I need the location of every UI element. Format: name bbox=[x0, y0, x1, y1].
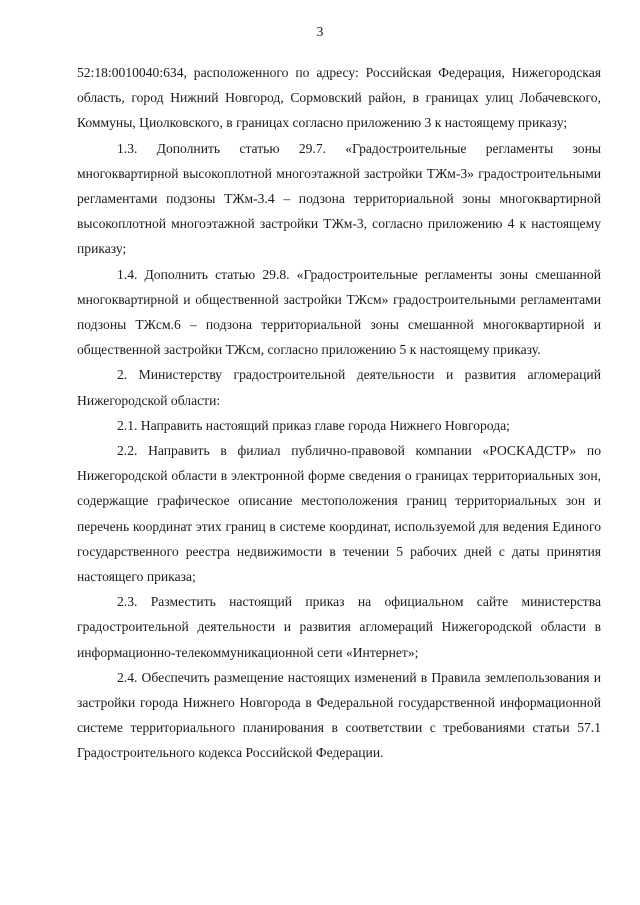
paragraph-2: 2. Министерству градостроительной деятельности и развития агломераций Нижегородской области: bbox=[77, 367, 601, 408]
paragraph-2-1: 2.1. Направить настоящий приказ главе города Нижнего Новгорода; bbox=[117, 417, 510, 433]
document-body bbox=[77, 60, 601, 766]
paragraph-2-3: 2.3. Разместить настоящий приказ на официальном сайте министерства градостроительной деятельности и развития агломераций Нижегородской области в информационно-телекоммуникационной сети «Интернет»; bbox=[77, 594, 601, 660]
paragraph-1-3: 1.3. Дополнить статью 29.7. «Градостроительные регламенты зоны многоквартирной высокоплотной многоэтажной застройки ТЖм-3» градостроительными регламентами подзоны ТЖм-3.4 – подзона территориальной зоны многоквартирной высокоплотной многоэтажной застройки ТЖм-3, согласно приложению 4 к настоящему приказу; bbox=[77, 140, 601, 257]
paragraph-1-4: 1.4. Дополнить статью 29.8. «Градостроительные регламенты зоны смешанной многоквартирной и общественной застройки ТЖсм» градостроительными регламентами подзоны ТЖсм.6 – подзона территориальной зоны смешанной многоквартирной и общественной застройки ТЖсм, согласно приложению 5 к настоящему приказу. bbox=[77, 266, 601, 358]
paragraph-2-4: 2.4. Обеспечить размещение настоящих изменений в Правила землепользования и застройки города Нижнего Новгорода в Федеральной государственной информационной системе территориального планирования в соответствии с требованиями статьи 57.1 Градостроительного кодекса Российской Федерации. bbox=[77, 669, 601, 761]
paragraph-1: 52:18:0010040:634, расположенного по адресу: Российская Федерация, Нижегородская область, город Нижний Новгород, Сормовский район, в границах улиц Лобачевского, Коммуны, Циолковского, в границах согласно приложению 3 к настоящему приказу; bbox=[77, 65, 601, 131]
paragraph-2-2: 2.2. Направить в филиал публично-правовой компании «РОСКАДСТР» по Нижегородской области в электронной форме сведения о границах территориальных зон, содержащие графическое описание местоположения границ территориальных зон и перечень координат этих границ в системе координат, используемой для ведения Единого государственного реестра недвижимости в течении 5 рабочих дней с даты принятия настоящего приказа; bbox=[77, 443, 601, 585]
page-number: 3 bbox=[316, 24, 324, 39]
